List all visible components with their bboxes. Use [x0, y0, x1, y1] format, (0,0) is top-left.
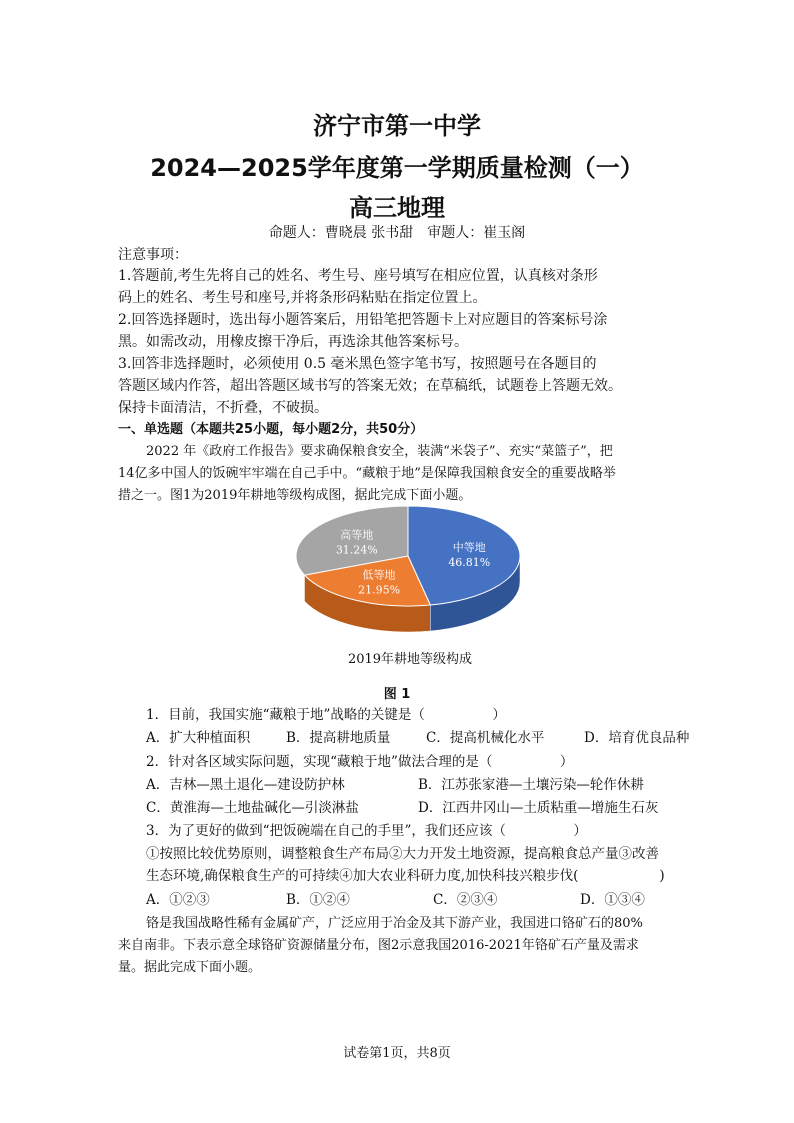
q3-body-line: ①按照比较优势原则，调整粮食生产布局②大力开发土地资源，提高粮食总产量③改善 [146, 846, 659, 862]
slice-label: 中等地 [452, 541, 486, 555]
school-name: 济宁市第一中学 [313, 112, 481, 140]
slice-label: 高等地 [340, 528, 374, 542]
notes-line: 码上的姓名、考生号和座号,并将条形码粘贴在指定位置上。 [118, 290, 487, 306]
figure-caption: 图 1 [383, 687, 411, 702]
q3-option-d[interactable]: D．①③④ [580, 892, 645, 908]
passage-line: 铬是我国战略性稀有金属矿产，广泛应用于冶金及其下游产业，我国进口铬矿石的80% [146, 916, 643, 931]
q2-option-a[interactable]: A．吉林—黑土退化—建设防护林 [146, 777, 345, 793]
q3-body-line: 生态环境,确保粮食生产的可持续④加大农业科研力度,加快科技兴粮步伐( ) [146, 868, 665, 884]
notes-line: 黑。如需改动，用橡皮擦干净后，再选涂其他答案标号。 [118, 334, 468, 350]
notes-line: 2.回答选择题时，选出每小题答案后，用铅笔把答题卡上对应题目的答案标号涂 [118, 312, 608, 328]
page-footer: 试卷第1页，共8页 [343, 1046, 451, 1061]
slice-value-label: 46.81% [448, 556, 491, 570]
notes-line: 1.答题前,考生先将自己的姓名、考生号、座号填写在相应位置，认真核对条形 [118, 268, 598, 284]
q1-option-c[interactable]: C．提高机械化水平 [426, 730, 545, 746]
q2-option-b[interactable]: B．江苏张家港—土壤污染—轮作休耕 [418, 777, 644, 793]
q2-stem: 2．针对各区域实际问题，实现“藏粮于地”做法合理的是（ ） [146, 754, 574, 770]
exam-title: 2024—2025学年度第一学期质量检测（一） [150, 154, 644, 182]
q3-option-c[interactable]: C．②③④ [433, 892, 498, 908]
slice-label: 低等地 [362, 568, 396, 582]
section-heading: 一、单选题（本题共25小题，每小题2分，共50分） [118, 422, 424, 437]
notes-line: 答题区域内作答，超出答题区域书写的答案无效；在草稿纸，试题卷上答题无效。 [118, 378, 622, 394]
q1-option-a[interactable]: A．扩大种植面积 [146, 730, 251, 746]
q1-option-d[interactable]: D．培育优良品种 [584, 730, 690, 746]
q3-option-a[interactable]: A．①②③ [146, 892, 210, 908]
slice-value-label: 21.95% [358, 583, 401, 597]
pie-chart [270, 498, 550, 698]
q2-option-d[interactable]: D．江西井冈山—土质粘重—增施生石灰 [418, 800, 659, 816]
intro-line: 14亿多中国人的饭碗牢牢端在自己手中。“藏粮于地”是保障我国粮食安全的重要战略举 [118, 466, 616, 481]
notes-line: 3.回答非选择题时，必须使用 0.5 毫米黑色签字笔书写，按照题号在各题目的 [118, 356, 597, 372]
passage-line: 量。据此完成下面小题。 [118, 960, 262, 975]
q1-option-b[interactable]: B．提高耕地质量 [286, 730, 391, 746]
chart-title: 2019年耕地等级构成 [347, 652, 473, 667]
passage-line: 来自南非。下表示意全球铬矿资源储量分布，图2示意我国2016-2021年铬矿石产量及需求 [118, 938, 639, 953]
intro-line: 2022 年《政府工作报告》要求确保粮食安全，装满“米袋子”、充实“菜篮子”，把 [146, 444, 613, 459]
subject-title: 高三地理 [349, 194, 445, 222]
notes-heading: 注意事项： [118, 247, 188, 263]
slice-value-label: 31.24% [335, 543, 378, 557]
intro-line: 措之一。图1为2019年耕地等级构成图，据此完成下面小题。 [118, 488, 472, 503]
q3-stem: 3．为了更好的做到“把饭碗端在自己的手里”，我们还应该（ ） [146, 823, 587, 839]
q2-option-c[interactable]: C．黄淮海—土地盐碱化—引淡淋盐 [146, 800, 359, 816]
authors-line: 命题人：曹晓晨 张书甜 审题人：崔玉阁 [268, 225, 526, 241]
q3-option-b[interactable]: B．①②④ [286, 892, 350, 908]
notes-line: 保持卡面清洁，不折叠，不破损。 [118, 400, 328, 416]
q1-stem: 1．目前，我国实施“藏粮于地”战略的关键是（ ） [146, 707, 506, 723]
